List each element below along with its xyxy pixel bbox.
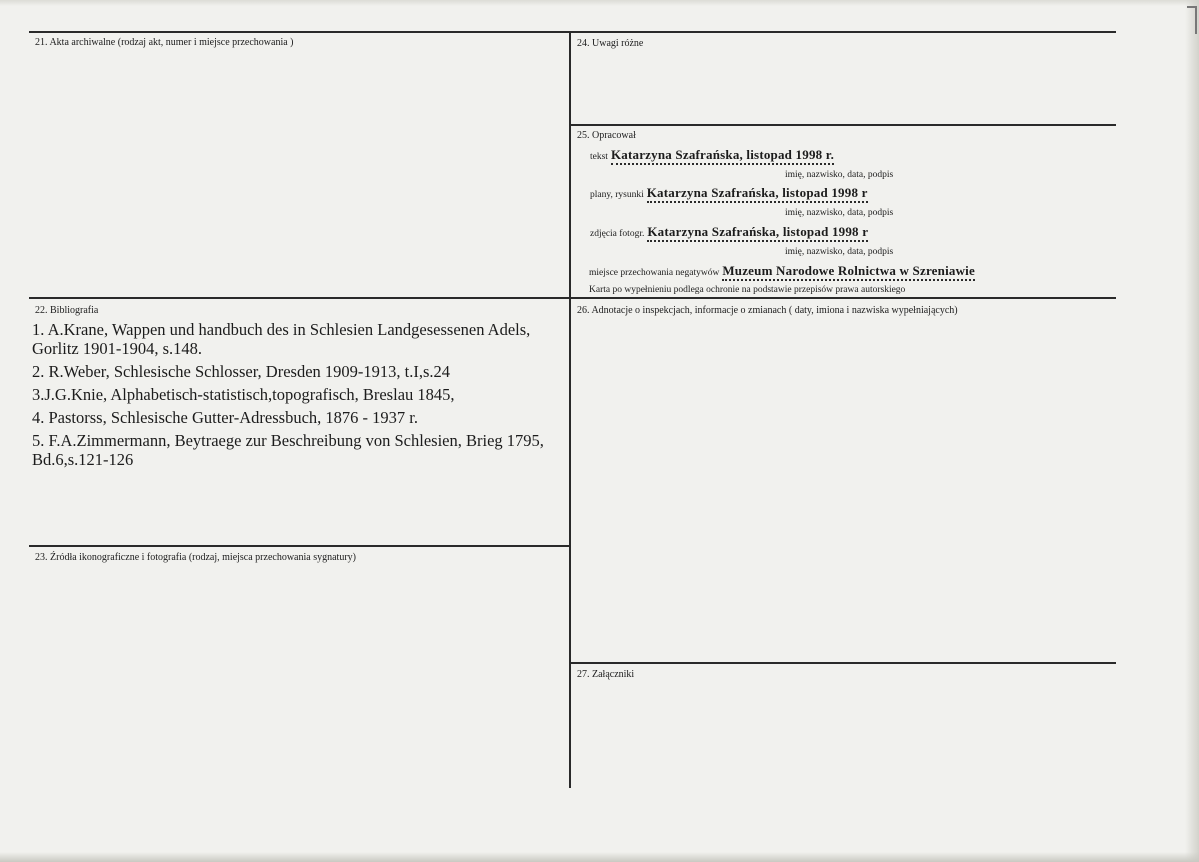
divider-22-23 <box>29 545 570 547</box>
scan-edge-bottom <box>0 852 1199 862</box>
tekst-caption: imię, nazwisko, data, podpis <box>785 170 894 180</box>
plany-row <box>590 185 868 203</box>
section-27-label: 27. Załączniki <box>577 669 635 680</box>
scan-edge-top <box>0 0 1199 6</box>
zdjecia-prefix: zdjęcia fotogr. <box>590 229 645 239</box>
center-divider-line <box>569 31 571 788</box>
negatywy-value: Muzeum Narodowe Rolnictwa w Szreniawie <box>722 263 975 281</box>
zdjecia-value: Katarzyna Szafrańska, listopad 1998 r <box>647 224 868 242</box>
bibliography-entry: 1. A.Krane, Wappen und handbuch des in Schlesien Landgesessenen Adels, Gorlitz 1901-1904, s.148. <box>32 320 531 358</box>
corner-mark <box>1187 6 1197 34</box>
bibliography-entry: 3.J.G.Knie, Alphabetisch-statistisch,topografisch, Breslau 1845, <box>32 385 455 404</box>
section-25-label: 25. Opracował <box>577 130 636 141</box>
zdjecia-caption: imię, nazwisko, data, podpis <box>785 247 894 257</box>
negatywy-prefix: miejsce przechowania negatywów <box>589 268 720 278</box>
section-22-label: 22. Bibliografia <box>35 305 99 316</box>
tekst-value: Katarzyna Szafrańska, listopad 1998 r. <box>611 147 834 165</box>
tekst-prefix: tekst <box>590 152 608 162</box>
divider-row-2 <box>29 297 1116 299</box>
bibliography-entry: 4. Pastorss, Schlesische Gutter-Adressbuch, 1876 - 1937 r. <box>32 408 418 427</box>
plany-caption: imię, nazwisko, data, podpis <box>785 208 894 218</box>
plany-value: Katarzyna Szafrańska, listopad 1998 r <box>647 185 868 203</box>
section-26-label: 26. Adnotacje o inspekcjach, informacje o zmianach ( daty, imiona i nazwiska wypełniających) <box>577 305 958 316</box>
tekst-row <box>590 147 834 165</box>
section-23-label: 23. Źródła ikonograficzne i fotografia (rodzaj, miejsca przechowania sygnatury) <box>35 552 356 563</box>
bibliography-entry: 5. F.A.Zimmermann, Beytraege zur Beschreibung von Schlesien, Brieg 1795, Bd.6,s.121-126 <box>32 431 544 469</box>
section-21-label: 21. Akta archiwalne (rodzaj akt, numer i miejsce przechowania ) <box>35 37 294 48</box>
divider-24-25 <box>570 124 1116 126</box>
section-24-label: 24. Uwagi różne <box>577 38 644 49</box>
plany-prefix: plany, rysunki <box>590 190 644 200</box>
top-border-line <box>29 31 1116 33</box>
divider-26-27 <box>570 662 1116 664</box>
bibliography-list <box>32 320 568 473</box>
scan-edge-right <box>1185 0 1199 862</box>
copyright-note: Karta po wypełnieniu podlega ochronie na podstawie przepisów prawa autorskiego <box>589 285 906 295</box>
zdjecia-row <box>590 224 868 242</box>
negatywy-row <box>589 263 975 281</box>
bibliography-entry: 2. R.Weber, Schlesische Schlosser, Dresden 1909-1913, t.I,s.24 <box>32 362 451 381</box>
